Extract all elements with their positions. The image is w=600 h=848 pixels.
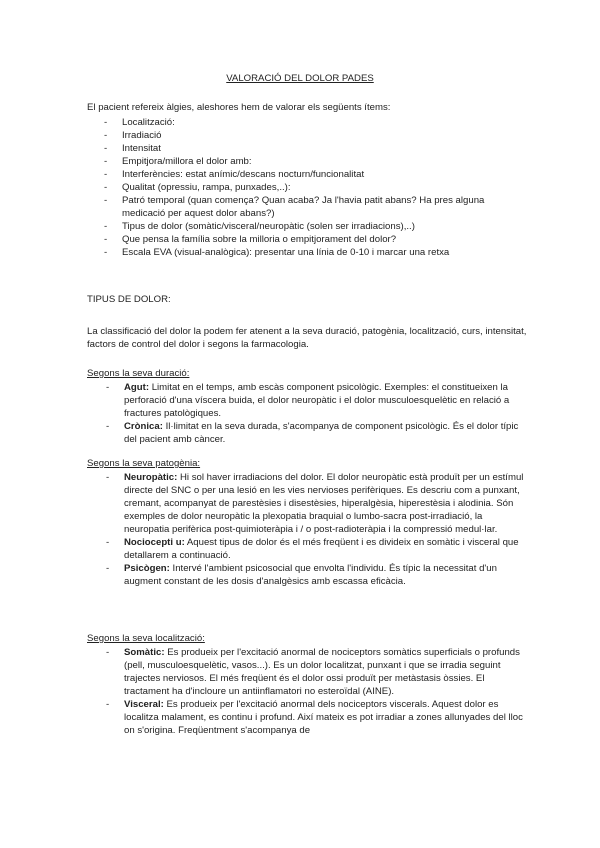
list-item <box>87 471 527 536</box>
list-item <box>87 646 527 698</box>
pathogenesis-heading: Segons la seva patogènia: <box>87 458 201 469</box>
list-item: - Que pensa la família sobre la milloria o empitjorament del dolor? <box>87 233 527 246</box>
types-heading: TIPUS DE DOLOR: <box>87 294 171 305</box>
list-item: - Qualitat (opressiu, rampa, punxades,..): <box>87 181 527 194</box>
duration-heading: Segons la seva duració: <box>87 368 190 379</box>
definition: Intervé l'ambient psicosocial que envolta l'individu. És típic la necessitat d'un augment constant de les dosis d'analgèsics amb escassa eficàcia. <box>124 563 497 587</box>
list-item <box>87 381 527 420</box>
list-item: - Empitjora/millora el dolor amb: <box>87 155 527 168</box>
intro-paragraph: El pacient refereix àlgies, aleshores hem de valorar els següents ítems: <box>87 102 391 113</box>
classification-paragraph: La classificació del dolor la podem fer atenent a la seva duració, patogènia, localització, curs, intensitat, factors de control del dolor i segons la farmacologia. <box>87 326 527 350</box>
definition: Es produeix per l'excitació anormal de nociceptors somàtics superficials o profunds (pell, musculoesquelètic, vasos...). Es un dolor localitzat, punxant i que se irradia seguint trajectes nerviosos. El més freqüent és el dolor ossi produït per metàstasis òssies. El tractament ha d'incloure un antiinflamatori no esteroïdal (AINE). <box>124 647 520 697</box>
term: Somàtic: <box>124 647 165 658</box>
duration-list <box>87 381 527 446</box>
list-item <box>87 536 527 562</box>
document-title: VALORACIÓ DEL DOLOR PADES <box>226 73 374 84</box>
list-item: - Patró temporal (quan comença? Quan acaba? Ja l'havia patit abans? Ha pres alguna medicació per aquest dolor abans?) <box>87 194 527 220</box>
definition: Aquest tipus de dolor és el més freqüent i es divideix en somàtic i visceral que detallarem a continuació. <box>124 537 519 561</box>
list-item <box>87 420 527 446</box>
location-heading: Segons la seva localització: <box>87 633 205 644</box>
list-item: - Interferències: estat anímic/descans nocturn/funcionalitat <box>87 168 527 181</box>
location-list <box>87 646 527 737</box>
list-item <box>87 698 527 737</box>
assessment-items-list <box>87 116 527 259</box>
term: Psicògen: <box>124 563 170 574</box>
term: Agut: <box>124 382 150 393</box>
list-item: - Irradiació <box>87 129 527 142</box>
list-item: - Localització: <box>87 116 527 129</box>
list-item: - Tipus de dolor (somàtic/visceral/neuropàtic (solen ser irradiacions),..) <box>87 220 527 233</box>
list-item: - Intensitat <box>87 142 527 155</box>
list-item: - Escala EVA (visual-analògica): presentar una línia de 0-10 i marcar una retxa <box>87 246 527 259</box>
definition: Hi sol haver irradiacions del dolor. El dolor neuropàtic està produït per un estímul directe del SNC o per una lesió en les vies nervioses perifèriques. Es descriu com a punxant, cremant, acompanyat de parestèsies i disestèsies, hiperalgèsia, hiperestèsia i alodinia. Són exemples de dolor neuropàtic la plexopatia braquial o lumbo-sacra post-irradiació, la neuropatia perifèrica post-quimioteràpia i / o post-radioteràpia i la compressió medul·lar. <box>124 472 524 535</box>
list-item <box>87 562 527 588</box>
term: Nociocepti u: <box>124 537 185 548</box>
definition: Il·limitat en la seva durada, s'acompanya de component psicològic. És el dolor típic del pacient amb càncer. <box>124 421 519 445</box>
pathogenesis-list <box>87 471 527 588</box>
definition: Es produeix per l'excitació anormal dels nociceptors viscerals. Aquest dolor es localitza malament, es continu i profund. Així mateix es pot irradiar a zones allunyades del lloc on s'origina. Freqüentment s'acompanya de <box>124 699 523 736</box>
term: Neuropàtic: <box>124 472 178 483</box>
term: Visceral: <box>124 699 164 710</box>
term: Crònica: <box>124 421 163 432</box>
definition: Limitat en el temps, amb escàs component psicològic. Exemples: el constitueixen la perforació d'una víscera buida, el dolor neuropàtic i el dolor musculoesquelètic en relació a fractures patològiques. <box>124 382 510 419</box>
